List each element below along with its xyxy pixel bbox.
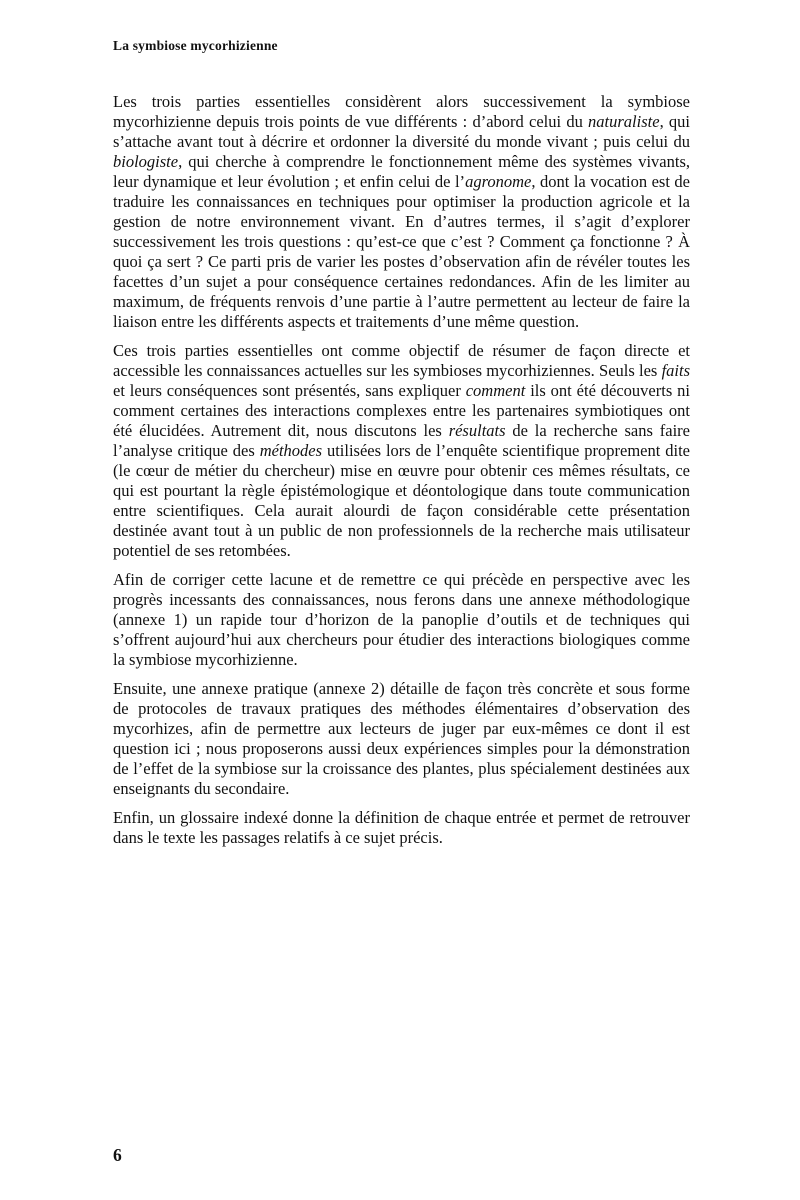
text: , qui cherche à comprendre le fonctionnement même des systèmes vivants, leur dynamique et leur évolution ; et enfin celui de l’ <box>113 152 690 191</box>
paragraph <box>113 808 690 848</box>
italic-text: agronome <box>465 172 532 191</box>
page-number: 6 <box>113 1145 122 1165</box>
text: , dont la vocation est de traduire les connaissances en techniques pour optimiser la production agricole et la gestion de notre environnement vivant. En d’autres termes, il s’agit d’explorer successivement les trois questions : qu’est-ce que c’est ? Comment ça fonctionne ? À quoi ça sert ? Ce parti pris de varier les postes d’observation afin de révéler toutes les facettes d’un sujet a pour conséquence certaines redondances. Afin de les limiter au maximum, de fréquents renvois d’une partie à l’autre permettent au lecteur de faire la liaison entre les différents aspects et traitements d’une même question. <box>113 172 691 331</box>
text: Ces trois parties essentielles ont comme objectif de résumer de façon directe et accessible les connaissances actuelles sur les symbioses mycorhiziennes. Seuls les <box>113 341 690 380</box>
italic-text: comment <box>465 381 526 400</box>
text: Les trois parties essentielles considèrent alors successivement la symbiose mycorhizienne depuis trois points de vue différents : d’abord celui du <box>113 92 690 131</box>
italic-text: naturaliste <box>588 112 660 131</box>
text: Ensuite, une annexe pratique (annexe 2) détaille de façon très concrète et sous forme de protocoles de travaux pratiques des méthodes élémentaires d’observation des mycorhizes, afin de permettre aux lecteurs de juger par eux-mêmes ce dont il est question ici ; nous proposerons aussi deux expériences simples pour la démonstration de l’effet de la symbiose sur la croissance des plantes, plus spécialement destinées aux enseignants du secondaire. <box>113 679 690 798</box>
paragraph <box>113 570 690 670</box>
running-header: La symbiose mycorhizienne <box>113 38 278 53</box>
text: Afin de corriger cette lacune et de remettre ce qui précède en perspective avec les progrès incessants des connaissances, nous ferons dans une annexe méthodologique (annexe 1) un rapide tour d’horizon de la panoplie d’outils et de techniques qui s’offrent aujourd’hui aux chercheurs pour étudier des interactions biologiques comme la symbiose mycorhizienne. <box>113 570 690 669</box>
italic-text: résultats <box>448 421 506 440</box>
text: utilisées lors de l’enquête scientifique proprement dite (le cœur de métier du chercheur) mise en œuvre pour obtenir ces mêmes résultats, ce qui est pourtant la règle épistémologique et déontologique dans toute communication entre scientifiques. Cela aurait alourdi de façon considérable cette présentation destinée avant tout à un public de non professionnels de la recherche mais utilisateur potentiel de ses retombées. <box>113 441 690 560</box>
italic-text: méthodes <box>259 441 323 460</box>
text: de la recherche sans faire l’analyse critique des <box>113 421 690 460</box>
paragraph <box>113 341 690 561</box>
paragraph <box>113 679 690 799</box>
italic-text: biologiste <box>113 152 179 171</box>
text: et leurs conséquences sont présentés, sans expliquer <box>113 381 466 400</box>
text: ils ont été découverts ni comment certaines des interactions complexes entre les partenaires symbiotiques ont été élucidées. Autrement dit, nous discutons les <box>113 381 690 440</box>
text: Enfin, un glossaire indexé donne la définition de chaque entrée et permet de retrouver dans le texte les passages relatifs à ce sujet précis. <box>113 808 690 847</box>
paragraph <box>113 92 690 332</box>
text: , qui s’attache avant tout à décrire et ordonner la diversité du monde vivant ; puis celui du <box>113 112 690 151</box>
italic-text: faits <box>661 361 690 380</box>
body-paragraphs <box>113 92 690 857</box>
